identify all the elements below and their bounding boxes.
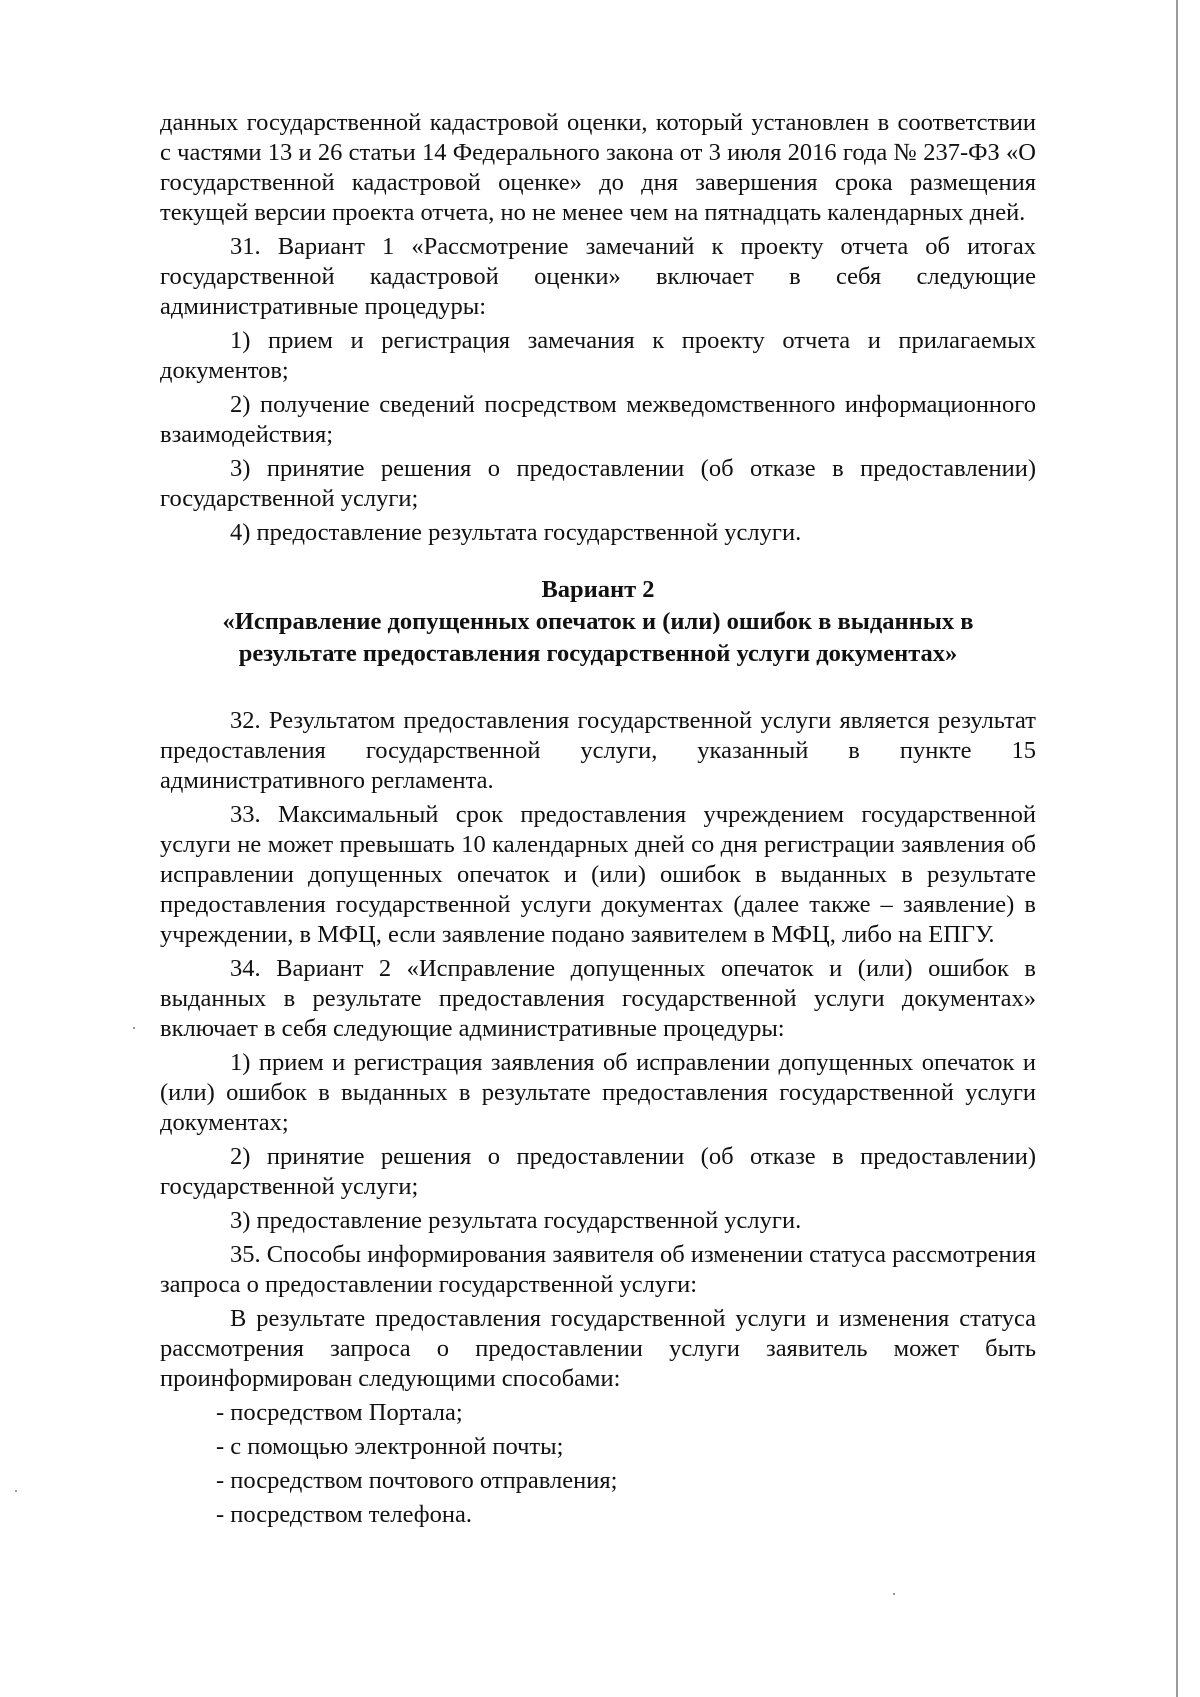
scan-speck — [133, 1027, 135, 1029]
heading-variant-number: Вариант 2 — [541, 576, 655, 603]
list-item-portal: - посредством Портала; — [216, 1399, 463, 1426]
list-item-phone: - посредством телефона. — [216, 1501, 473, 1528]
list-item-post: - посредством почтового отправления; — [216, 1467, 618, 1494]
procedure-item-3-v2: 3) предоставление результата государственной услуги. — [230, 1207, 802, 1234]
heading-variant-title-line1: «Исправление допущенных опечаток и (или) ошибок в выданных в — [222, 608, 974, 635]
scan-speck — [893, 1593, 895, 1595]
section-heading — [160, 574, 1036, 670]
document-page — [160, 108, 1036, 1530]
procedure-item-4: 4) предоставление результата государственной услуги. — [230, 519, 802, 546]
procedure-item-3: 3) принятие решения о предоставлении (об отказе в предоставлении) государственной услуги; — [160, 455, 1036, 512]
paragraph-34: 34. Вариант 2 «Исправление допущенных опечаток и (или) ошибок в выданных в результате предоставления государственной услуги документах» включает в себя следующие административные процедуры: — [160, 955, 1036, 1042]
list-item-email: - с помощью электронной почты; — [216, 1433, 564, 1460]
procedure-item-2: 2) получение сведений посредством межведомственного информационного взаимодействия; — [160, 391, 1036, 448]
heading-variant-title-line2: результате предоставления государственной услуги документах» — [238, 640, 958, 667]
paragraph-continuation: данных государственной кадастровой оценки, который установлен в соответствии с частями 13 и 26 статьи 14 Федерального закона от 3 июля 2016 года № 237-ФЗ «О государственной кадастровой оценке» до дня завершения срока размещения текущей версии проекта отчета, но не менее чем на пятнадцать календарных дней. — [160, 109, 1036, 226]
procedure-item-2-v2: 2) принятие решения о предоставлении (об отказе в предоставлении) государственной услуги; — [160, 1143, 1036, 1200]
paragraph-33: 33. Максимальный срок предоставления учреждением государственной услуги не может превышать 10 календарных дней со дня регистрации заявления об исправлении допущенных опечаток и (или) ошибок в выданных в результате предоставления государственной услуги документах (далее также – заявление) в учреждении, в МФЦ, если заявление подано заявителем в МФЦ, либо на ЕПГУ. — [160, 801, 1036, 948]
procedure-item-1-v2: 1) прием и регистрация заявления об исправлении допущенных опечаток и (или) ошибок в выданных в результате предоставления государственной услуги документах; — [160, 1049, 1036, 1136]
paragraph-31: 31. Вариант 1 «Рассмотрение замечаний к проекту отчета об итогах государственной кадастровой оценки» включает в себя следующие административные процедуры: — [160, 233, 1036, 320]
paragraph-informing: В результате предоставления государственной услуги и изменения статуса рассмотрения запроса о предоставлении услуги заявитель может быть проинформирован следующими способами: — [160, 1305, 1036, 1392]
paragraph-35: 35. Способы информирования заявителя об изменении статуса рассмотрения запроса о предоставлении государственной услуги: — [160, 1241, 1036, 1298]
procedure-item-1: 1) прием и регистрация замечания к проекту отчета и прилагаемых документов; — [160, 327, 1036, 384]
scan-edge-line — [1176, 0, 1178, 1697]
scan-speck — [15, 1490, 17, 1492]
paragraph-32: 32. Результатом предоставления государственной услуги является результат предоставления государственной услуги, указанный в пункте 15 административного регламента. — [160, 707, 1036, 794]
